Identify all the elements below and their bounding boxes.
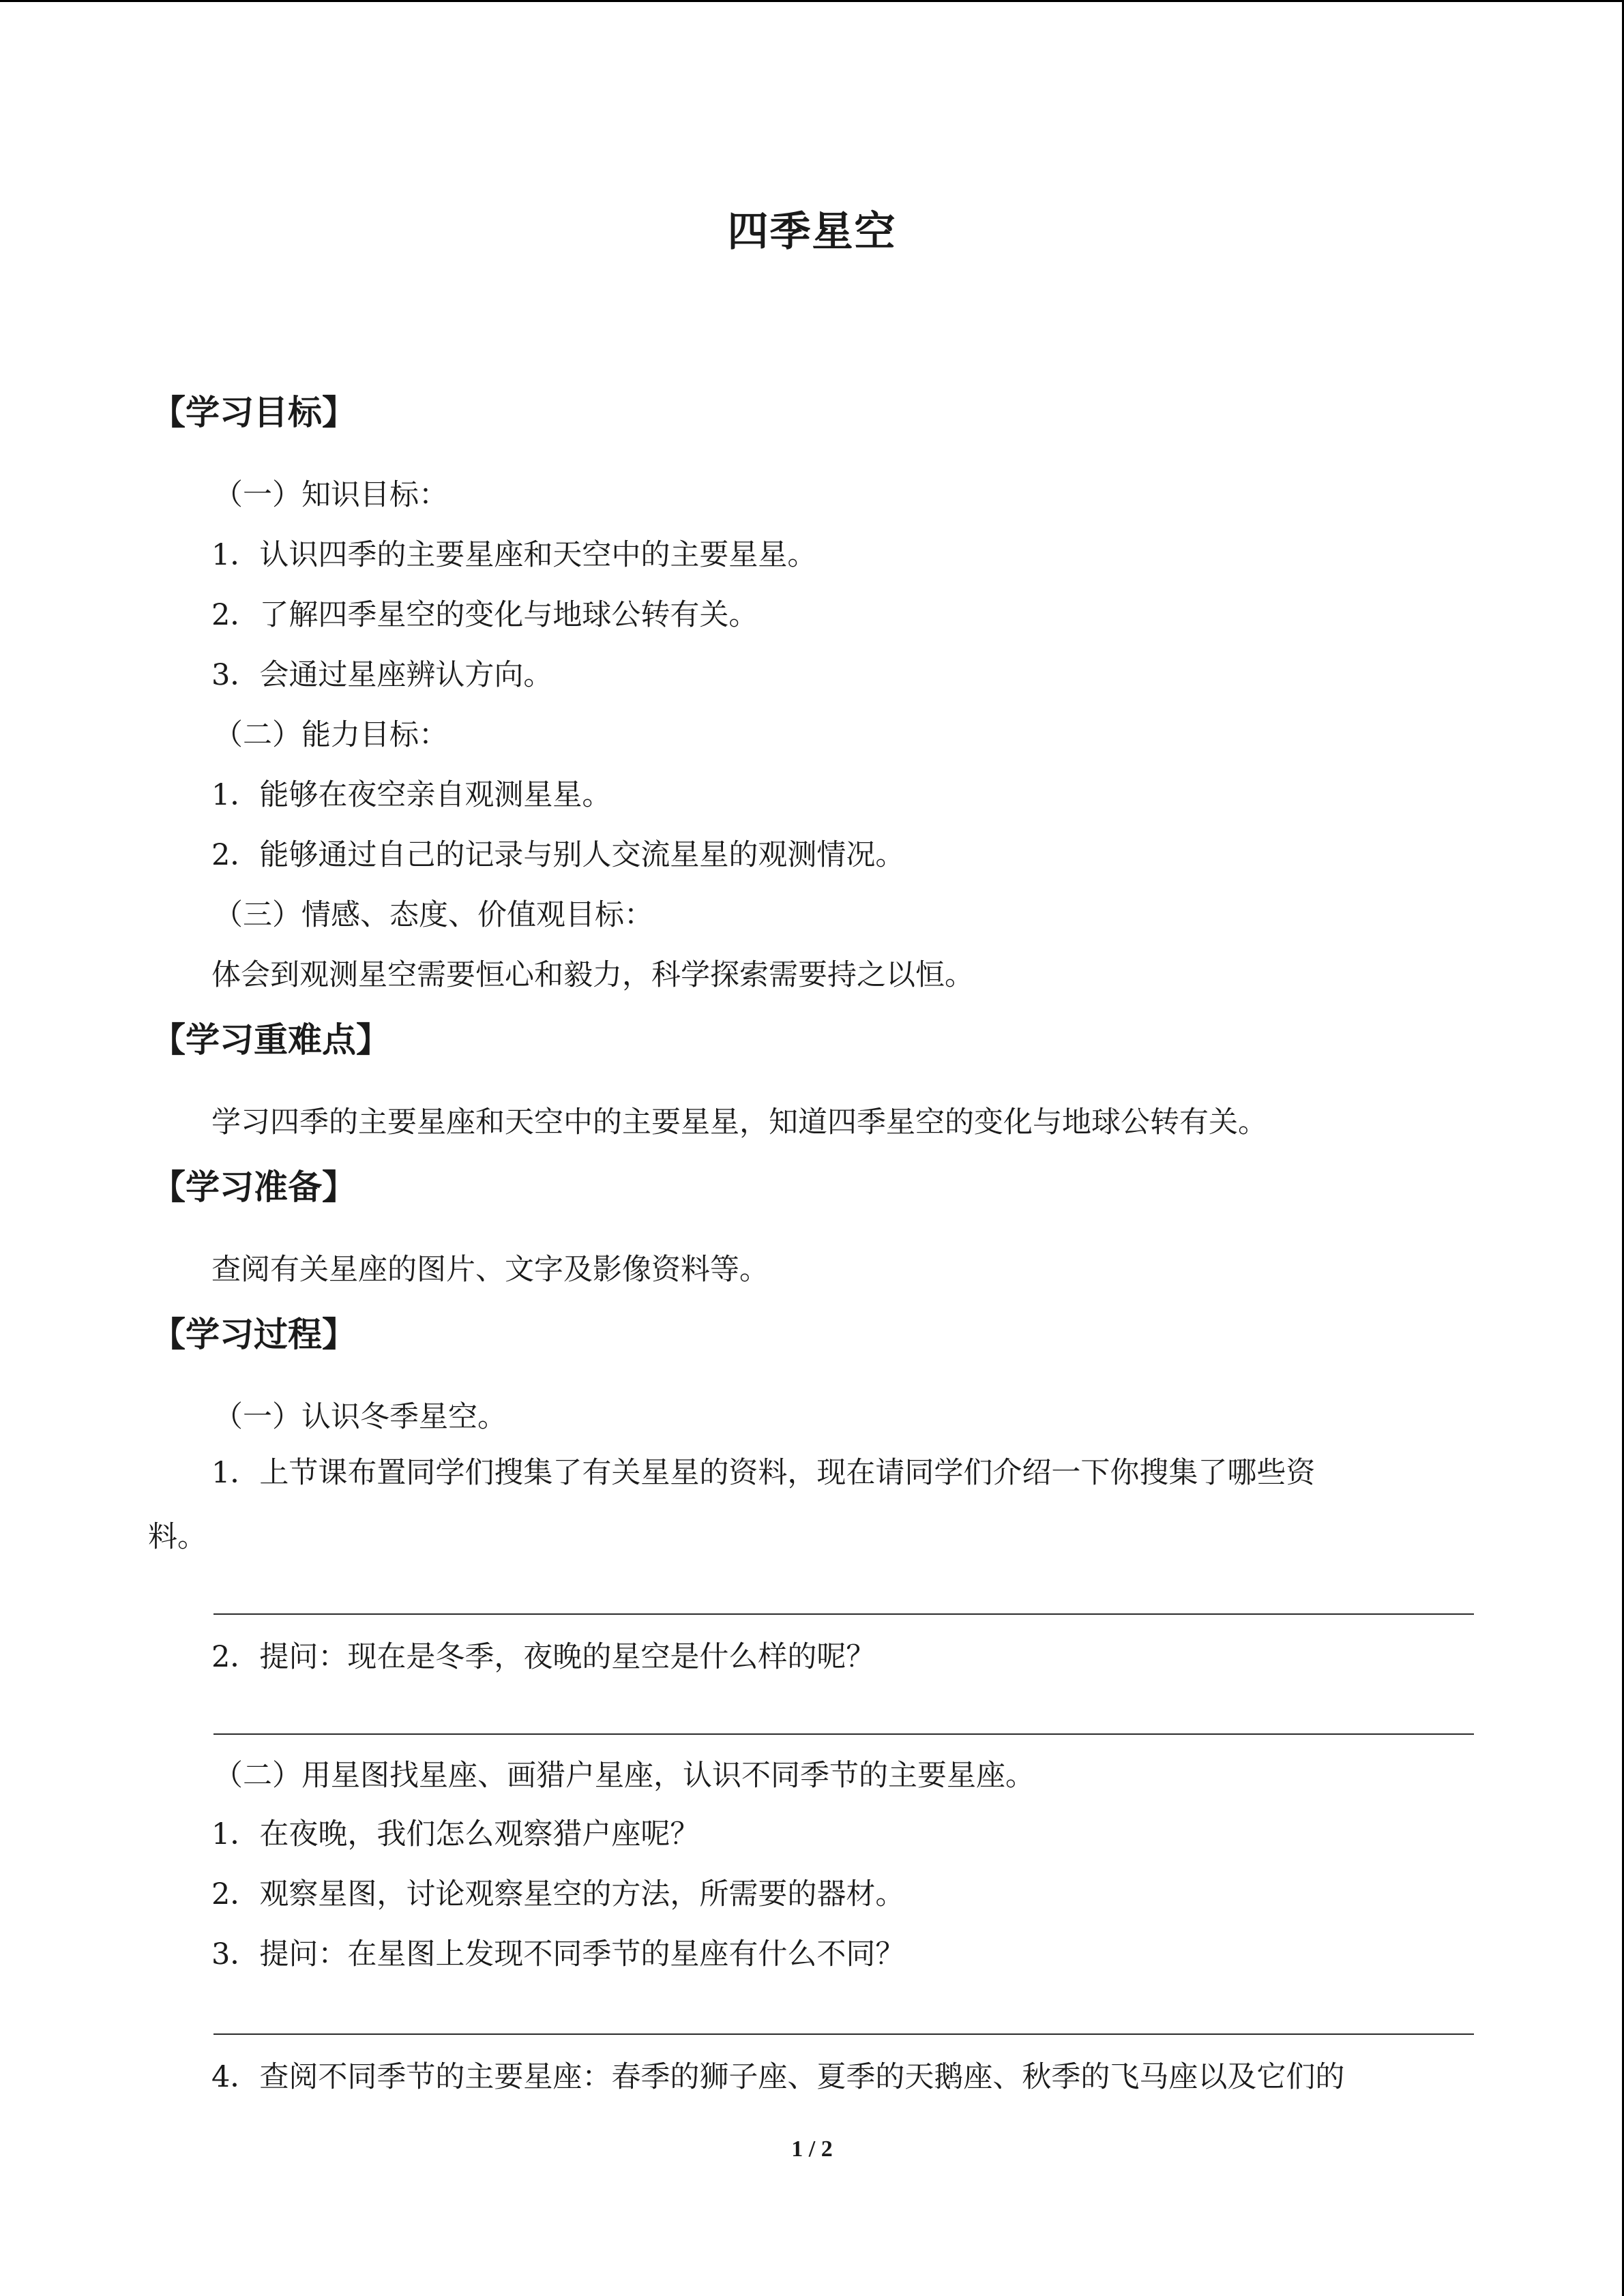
list-item: 3．会通过星座辨认方向。	[211, 658, 553, 692]
heading-key-points: 【学习重难点】	[151, 1020, 390, 1060]
process-part1-label: （一）认识冬季星空。	[213, 1400, 507, 1434]
page-title: 四季星空	[727, 208, 897, 256]
list-item: 2．提问：现在是冬季，夜晚的星空是什么样的呢？	[211, 1640, 876, 1674]
heading-objectives: 【学习目标】	[151, 393, 356, 432]
list-item: 2．能够通过自己的记录与别人交流星星的观测情况。	[211, 838, 905, 872]
list-item: 4．查阅不同季节的主要星座：春季的狮子座、夏季的天鹅座、秋季的飞马座以及它们的	[211, 2060, 1345, 2094]
list-item-continuation: 料。	[148, 1520, 207, 1554]
heading-process: 【学习过程】	[151, 1315, 356, 1354]
answer-line	[213, 2033, 1474, 2035]
list-item: 1．能够在夜空亲自观测星星。	[211, 778, 612, 812]
ability-label: （二）能力目标：	[213, 718, 448, 752]
list-item: 2．了解四季星空的变化与地球公转有关。	[211, 598, 758, 632]
process-part2-label: （二）用星图找星座、画猎户星座，认识不同季节的主要星座。	[213, 1759, 1035, 1793]
list-item: 1．认识四季的主要星座和天空中的主要星星。	[211, 538, 817, 572]
key-points-text: 学习四季的主要星座和天空中的主要星星，知道四季星空的变化与地球公转有关。	[211, 1105, 1267, 1139]
knowledge-label: （一）知识目标：	[213, 478, 448, 512]
list-item: 2．观察星图，讨论观察星空的方法，所需要的器材。	[211, 1877, 905, 1911]
page-number: 1 / 2	[791, 2136, 833, 2162]
preparation-text: 查阅有关星座的图片、文字及影像资料等。	[211, 1253, 769, 1287]
page-border-top	[0, 0, 1624, 2]
emotion-label: （三）情感、态度、价值观目标：	[213, 898, 653, 932]
list-item: 1．上节课布置同学们搜集了有关星星的资料，现在请同学们介绍一下你搜集了哪些资	[211, 1456, 1316, 1490]
answer-line	[213, 1613, 1474, 1615]
emotion-text: 体会到观测星空需要恒心和毅力，科学探索需要持之以恒。	[211, 958, 974, 992]
list-item: 3．提问：在星图上发现不同季节的星座有什么不同？	[211, 1937, 905, 1971]
answer-line	[213, 1733, 1474, 1735]
heading-preparation: 【学习准备】	[151, 1167, 356, 1207]
list-item: 1．在夜晚，我们怎么观察猎户座呢？	[211, 1817, 700, 1851]
